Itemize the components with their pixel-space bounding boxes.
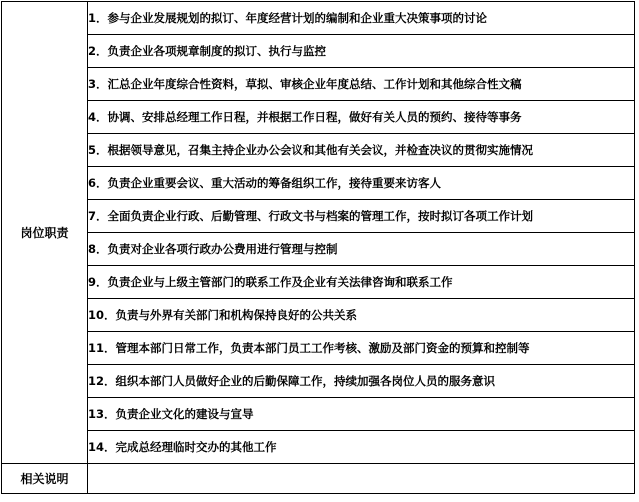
table-row bbox=[2, 68, 635, 101]
table-row bbox=[2, 134, 635, 167]
duty-item: 13．负责企业文化的建设与宣导 bbox=[88, 398, 635, 431]
table-row bbox=[2, 431, 635, 464]
duty-item: 11．管理本部门日常工作，负责本部门员工工作考核、激励及部门资金的预算和控制等 bbox=[88, 332, 635, 365]
table-row bbox=[2, 365, 635, 398]
job-duties-table bbox=[1, 1, 635, 494]
duty-item: 10．负责与外界有关部门和机构保持良好的公共关系 bbox=[88, 299, 635, 332]
duty-item: 14．完成总经理临时交办的其他工作 bbox=[88, 431, 635, 464]
table-row bbox=[2, 299, 635, 332]
table-row bbox=[2, 167, 635, 200]
job-duties-body bbox=[2, 2, 635, 494]
table-row bbox=[2, 101, 635, 134]
duty-item: 4．协调、安排总经理工作日程，并根据工作日程，做好有关人员的预约、接待等事务 bbox=[88, 101, 635, 134]
table-row bbox=[2, 35, 635, 68]
duty-item: 1．参与企业发展规划的拟订、年度经营计划的编制和企业重大决策事项的讨论 bbox=[88, 2, 635, 35]
table-row bbox=[2, 233, 635, 266]
notes-row bbox=[2, 464, 635, 494]
table-row bbox=[2, 2, 635, 35]
notes-value bbox=[88, 464, 635, 494]
table-row bbox=[2, 200, 635, 233]
table-row bbox=[2, 398, 635, 431]
duty-item: 6．负责企业重要会议、重大活动的筹备组织工作，接待重要来访客人 bbox=[88, 167, 635, 200]
duty-item: 12．组织本部门人员做好企业的后勤保障工作，持续加强各岗位人员的服务意识 bbox=[88, 365, 635, 398]
notes-label: 相关说明 bbox=[2, 464, 88, 494]
duty-item: 5．根据领导意见，召集主持企业办公会议和其他有关会议，并检查决议的贯彻实施情况 bbox=[88, 134, 635, 167]
table-row bbox=[2, 332, 635, 365]
duties-label: 岗位职责 bbox=[2, 2, 88, 464]
duty-item: 3．汇总企业年度综合性资料，草拟、审核企业年度总结、工作计划和其他综合性文稿 bbox=[88, 68, 635, 101]
duty-item: 9．负责企业与上级主管部门的联系工作及企业有关法律咨询和联系工作 bbox=[88, 266, 635, 299]
duty-item: 7．全面负责企业行政、后勤管理、行政文书与档案的管理工作，按时拟订各项工作计划 bbox=[88, 200, 635, 233]
duty-item: 2．负责企业各项规章制度的拟订、执行与监控 bbox=[88, 35, 635, 68]
duty-item: 8．负责对企业各项行政办公费用进行管理与控制 bbox=[88, 233, 635, 266]
table-row bbox=[2, 266, 635, 299]
